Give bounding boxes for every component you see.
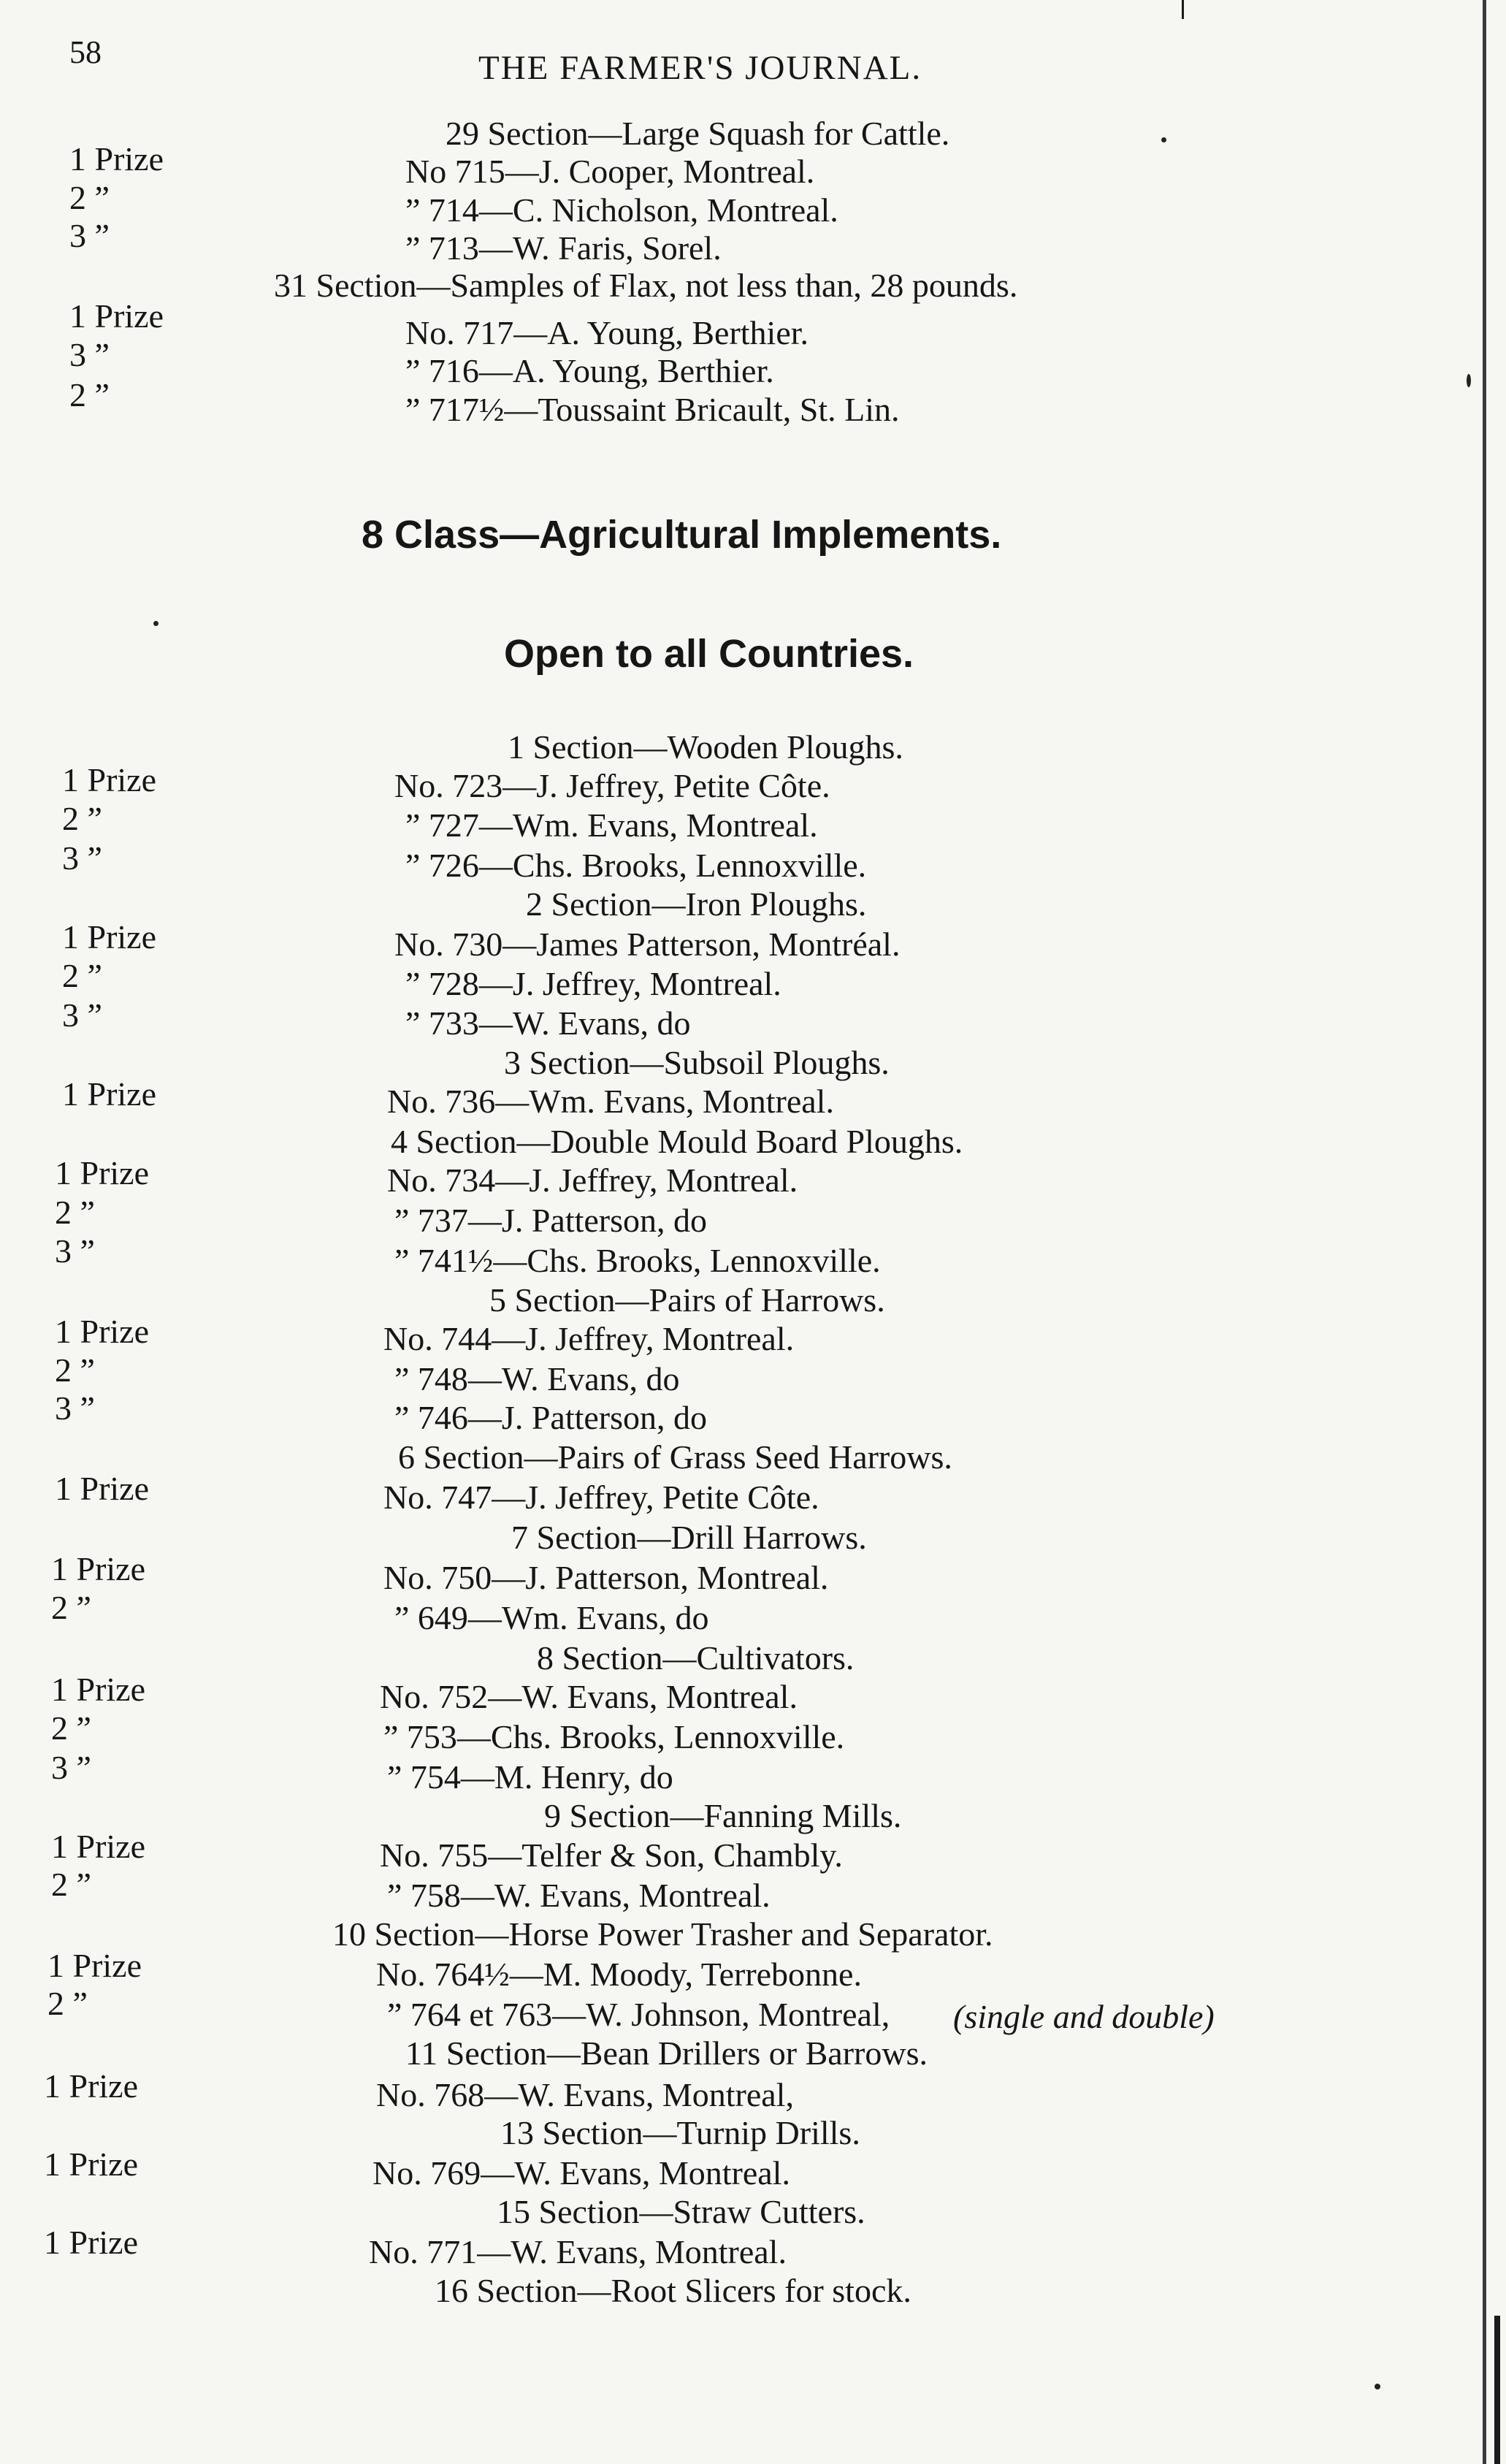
entry-text: ” 754—M. Henry, do <box>387 1758 673 1796</box>
section-title: 16 Section—Root Slicers for stock. <box>435 2272 911 2309</box>
section-title: 5 Section—Pairs of Harrows. <box>489 1281 885 1319</box>
prize-label: 1 Prize <box>44 2067 139 2105</box>
entry-text: ” 726—Chs. Brooks, Lennoxville. <box>405 847 867 884</box>
entry-text: No. 769—W. Evans, Montreal. <box>372 2154 790 2192</box>
entry-text: ” 713—W. Faris, Sorel. <box>405 229 722 267</box>
section-title: 2 Section—Iron Ploughs. <box>526 885 867 923</box>
entry-text: No. 750—J. Patterson, Montreal. <box>383 1559 829 1596</box>
prize-label: 1 Prize <box>69 297 164 335</box>
prize-label: 1 Prize <box>44 2224 139 2261</box>
entry-text: ” 748—W. Evans, do <box>394 1360 680 1397</box>
prize-label: 2 ” <box>69 376 110 413</box>
page-title: THE FARMER'S JOURNAL. <box>478 49 922 87</box>
entry-text: ” 717½—Toussaint Bricault, St. Lin. <box>405 391 900 428</box>
prize-label: 1 Prize <box>55 1470 150 1507</box>
prize-label: 2 ” <box>62 800 102 837</box>
subheading: Open to all Countries. <box>504 632 914 676</box>
prize-label: 2 ” <box>47 1985 88 2022</box>
section-title: 8 Section—Cultivators. <box>537 1639 855 1677</box>
entry-text: No. 755—Telfer & Son, Chambly. <box>380 1836 843 1874</box>
prize-label: 1 Prize <box>51 1550 146 1587</box>
prize-label: 1 Prize <box>51 1828 146 1865</box>
prize-label: 1 Prize <box>62 761 157 798</box>
ink-speck <box>1467 374 1471 387</box>
prize-label: 1 Prize <box>55 1154 150 1191</box>
prize-label: 2 ” <box>51 1866 91 1903</box>
entry-text: No. 747—J. Jeffrey, Petite Côte. <box>383 1479 819 1516</box>
prize-label: 3 ” <box>62 996 102 1034</box>
prize-label: 1 Prize <box>51 1671 146 1708</box>
entry-text: No. 771—W. Evans, Montreal. <box>369 2233 787 2270</box>
prize-label: 2 ” <box>69 179 110 216</box>
entry-text: No. 768—W. Evans, Montreal, <box>376 2076 794 2113</box>
ink-speck <box>1375 2384 1380 2389</box>
section-title: 10 Section—Horse Power Trasher and Separator. <box>332 1915 993 1953</box>
entry-text: ” 733—W. Evans, do <box>405 1004 691 1042</box>
entry-text: No. 744—J. Jeffrey, Montreal. <box>383 1320 795 1357</box>
edge-mark <box>1182 0 1184 19</box>
prize-label: 3 ” <box>69 336 110 373</box>
entry-text: ” 753—Chs. Brooks, Lennoxville. <box>383 1718 845 1755</box>
section-title: 9 Section—Fanning Mills. <box>544 1797 902 1834</box>
prize-label: 1 Prize <box>44 2145 139 2183</box>
page-edge-line <box>1483 0 1486 2464</box>
entry-text: ” 737—J. Patterson, do <box>394 1202 708 1239</box>
prize-label: 3 ” <box>51 1749 91 1786</box>
section-title: 11 Section—Bean Drillers or Barrows. <box>405 2034 928 2072</box>
entry-text: No. 717—A. Young, Berthier. <box>405 314 809 351</box>
prize-label: 3 ” <box>55 1389 95 1427</box>
entry-note: (single and double) <box>953 1998 1215 2035</box>
section-title: 1 Section—Wooden Ploughs. <box>508 728 903 766</box>
section-title: 29 Section—Large Squash for Cattle. <box>446 115 950 152</box>
entry-text: No. 736—Wm. Evans, Montreal. <box>387 1083 834 1120</box>
prize-label: 1 Prize <box>62 918 157 956</box>
prize-label: 2 ” <box>51 1589 91 1626</box>
prize-label: 1 Prize <box>62 1075 157 1113</box>
section-title: 7 Section—Drill Harrows. <box>511 1519 867 1556</box>
prize-label: 1 Prize <box>55 1313 150 1350</box>
entry-text: ” 741½—Chs. Brooks, Lennoxville. <box>394 1242 881 1279</box>
entry-text: ” 728—J. Jeffrey, Montreal. <box>405 965 781 1002</box>
page-number: 58 <box>69 34 102 70</box>
section-title: 6 Section—Pairs of Grass Seed Harrows. <box>398 1438 952 1476</box>
page-edge-line <box>1494 2316 1500 2464</box>
section-title: 31 Section—Samples of Flax, not less than, 28 pounds. <box>274 267 1018 304</box>
entry-text: No. 730—James Patterson, Montréal. <box>394 926 901 963</box>
prize-label: 2 ” <box>51 1709 91 1747</box>
prize-label: 2 ” <box>62 957 102 994</box>
entry-text: No. 752—W. Evans, Montreal. <box>380 1678 798 1715</box>
entry-text: ” 714—C. Nicholson, Montreal. <box>405 191 838 229</box>
section-title: 4 Section—Double Mould Board Ploughs. <box>391 1123 963 1160</box>
entry-text: ” 764 et 763—W. Johnson, Montreal, <box>387 1996 890 2033</box>
entry-text: ” 649—Wm. Evans, do <box>394 1599 709 1636</box>
prize-label: 3 ” <box>55 1232 95 1270</box>
entry-text: ” 716—A. Young, Berthier. <box>405 352 774 389</box>
prize-label: 1 Prize <box>47 1947 142 1984</box>
entry-text: No. 734—J. Jeffrey, Montreal. <box>387 1162 798 1199</box>
prize-label: 3 ” <box>69 217 110 254</box>
class-heading: 8 Class—Agricultural Implements. <box>362 513 1002 557</box>
entry-text: No. 764½—M. Moody, Terrebonne. <box>376 1956 862 1993</box>
section-title: 3 Section—Subsoil Ploughs. <box>504 1044 890 1081</box>
prize-label: 2 ” <box>55 1351 95 1389</box>
section-title: 13 Section—Turnip Drills. <box>500 2114 860 2151</box>
ink-speck <box>1161 137 1166 142</box>
entry-text: ” 758—W. Evans, Montreal. <box>387 1877 771 1914</box>
entry-text: No 715—J. Cooper, Montreal. <box>405 153 815 190</box>
prize-label: 1 Prize <box>69 140 164 178</box>
entry-text: No. 723—J. Jeffrey, Petite Côte. <box>394 767 830 804</box>
ink-speck <box>153 621 158 626</box>
entry-text: ” 746—J. Patterson, do <box>394 1399 708 1436</box>
section-title: 15 Section—Straw Cutters. <box>497 2193 865 2230</box>
prize-label: 3 ” <box>62 839 102 877</box>
prize-label: 2 ” <box>55 1194 95 1231</box>
entry-text: ” 727—Wm. Evans, Montreal. <box>405 806 818 844</box>
